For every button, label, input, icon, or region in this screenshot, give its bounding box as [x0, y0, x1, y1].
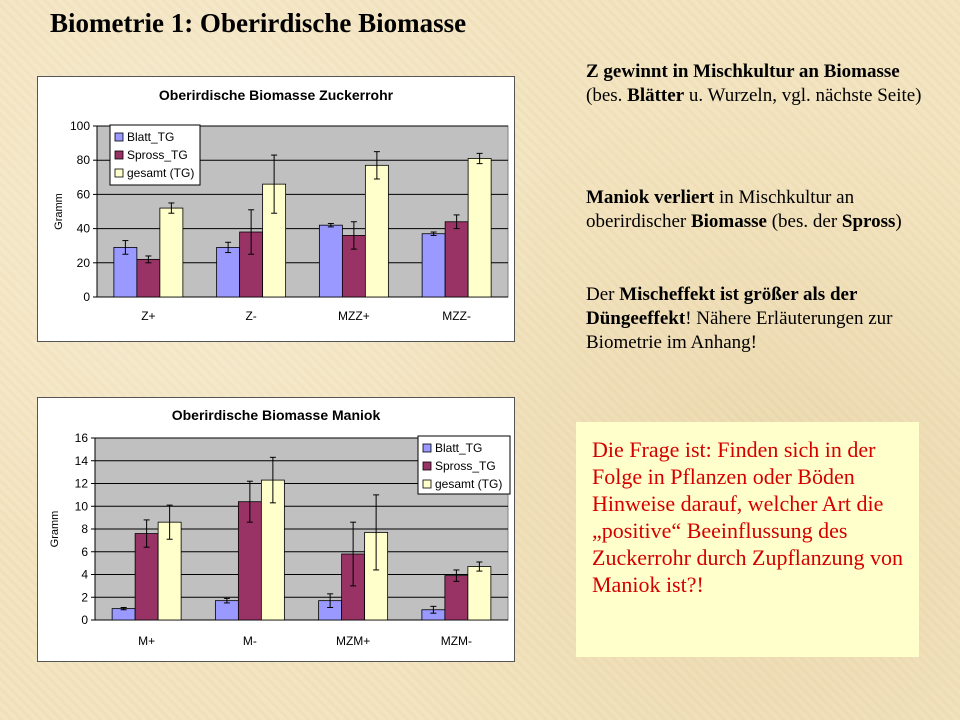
- y-tick-label: 40: [76, 221, 90, 236]
- legend-swatch: [423, 480, 431, 488]
- text-run: Mischeffekt ist größer als der Düngeeffekt: [586, 284, 858, 329]
- text-run: ): [895, 211, 902, 232]
- legend-swatch: [423, 444, 431, 452]
- y-tick-label: 8: [81, 522, 88, 536]
- text-run: Blätter: [627, 85, 685, 106]
- page-title: Biometrie 1: Oberirdische Biomasse: [50, 8, 467, 38]
- x-tick-label: M+: [138, 634, 156, 648]
- y-tick-label: 80: [76, 153, 90, 168]
- text-run: Spross: [841, 211, 896, 232]
- chart-title: Oberirdische Biomasse Zuckerrohr: [158, 87, 394, 103]
- legend-swatch: [115, 169, 123, 177]
- note-zuckerrohr: [586, 60, 926, 108]
- y-tick-label: 0: [83, 290, 90, 304]
- x-tick-label: MZM+: [335, 634, 371, 648]
- y-tick-label: 12: [74, 476, 88, 491]
- text-run: Der: [586, 284, 620, 305]
- text-run: u. Wurzeln, vgl. nächste Seite): [684, 85, 922, 106]
- legend-label: Spross_TG: [435, 459, 496, 473]
- x-tick-label: Z-: [245, 309, 257, 323]
- bar: [160, 208, 183, 297]
- text-run: (bes. der: [766, 211, 842, 232]
- x-tick-label: Z+: [141, 309, 156, 323]
- legend-label: Blatt_TG: [127, 130, 175, 144]
- text-run: Z gewinnt in Mischkultur an Biomasse: [586, 61, 900, 82]
- note-maniok: [586, 186, 926, 234]
- x-tick-label: MZZ+: [338, 309, 370, 323]
- legend-swatch: [115, 151, 123, 159]
- text-run: in Mischkultur an oberirdischer: [586, 187, 855, 232]
- y-tick-label: 60: [76, 187, 90, 202]
- y-tick-label: 0: [81, 613, 88, 627]
- question-box: [576, 422, 919, 657]
- chart-zuckerrohr: [37, 76, 515, 342]
- y-tick-label: 2: [81, 590, 88, 605]
- bar: [365, 165, 388, 297]
- y-tick-label: 10: [74, 499, 88, 514]
- bar: [114, 247, 137, 297]
- bar: [137, 259, 160, 297]
- bar: [112, 609, 135, 620]
- text-run: Maniok verliert: [586, 187, 715, 208]
- y-tick-label: 20: [76, 255, 90, 270]
- chart-maniok: [37, 397, 515, 662]
- chart-zuckerrohr-svg: [38, 77, 514, 341]
- legend-label: Spross_TG: [127, 148, 188, 162]
- question-text: Die Frage ist: Finden sich in der Folge in Pflanzen oder Böden Hinweise darauf, welcher Art die „positive“ Beeinflussung des Zuckerrohr durch Zupflanzung von Maniok ist?!: [592, 437, 903, 597]
- bar: [445, 222, 468, 297]
- text-run: ! Nähere Erläuterungen zur Biometrie im Anhang!: [586, 308, 893, 353]
- text-run: Biomasse: [690, 211, 767, 232]
- y-tick-label: 100: [69, 119, 90, 133]
- legend-swatch: [115, 133, 123, 141]
- chart-maniok-svg: [38, 398, 514, 661]
- note-mischeffekt: [586, 283, 926, 355]
- bar: [217, 247, 240, 297]
- legend-label: gesamt (TG): [435, 477, 503, 491]
- legend: [418, 436, 510, 494]
- text-run: (bes.: [586, 85, 628, 106]
- x-tick-label: MZM-: [440, 634, 473, 648]
- chart-title: Oberirdische Biomasse Maniok: [171, 407, 381, 423]
- bar: [422, 234, 445, 297]
- bar: [468, 158, 491, 297]
- y-tick-label: 14: [74, 453, 88, 468]
- bar: [319, 225, 342, 297]
- y-tick-label: 4: [81, 567, 88, 582]
- x-tick-label: M-: [242, 634, 257, 648]
- legend-label: Blatt_TG: [435, 441, 483, 455]
- legend-swatch: [423, 462, 431, 470]
- x-tick-label: MZZ-: [442, 309, 471, 323]
- y-axis-label: Gramm: [53, 193, 65, 230]
- y-tick-label: 6: [81, 544, 88, 559]
- legend: [110, 125, 200, 185]
- y-tick-label: 16: [74, 431, 88, 445]
- legend-label: gesamt (TG): [127, 166, 195, 180]
- y-axis-label: Gramm: [49, 510, 61, 548]
- bar: [215, 601, 238, 620]
- bar: [468, 567, 491, 620]
- bar: [445, 576, 468, 620]
